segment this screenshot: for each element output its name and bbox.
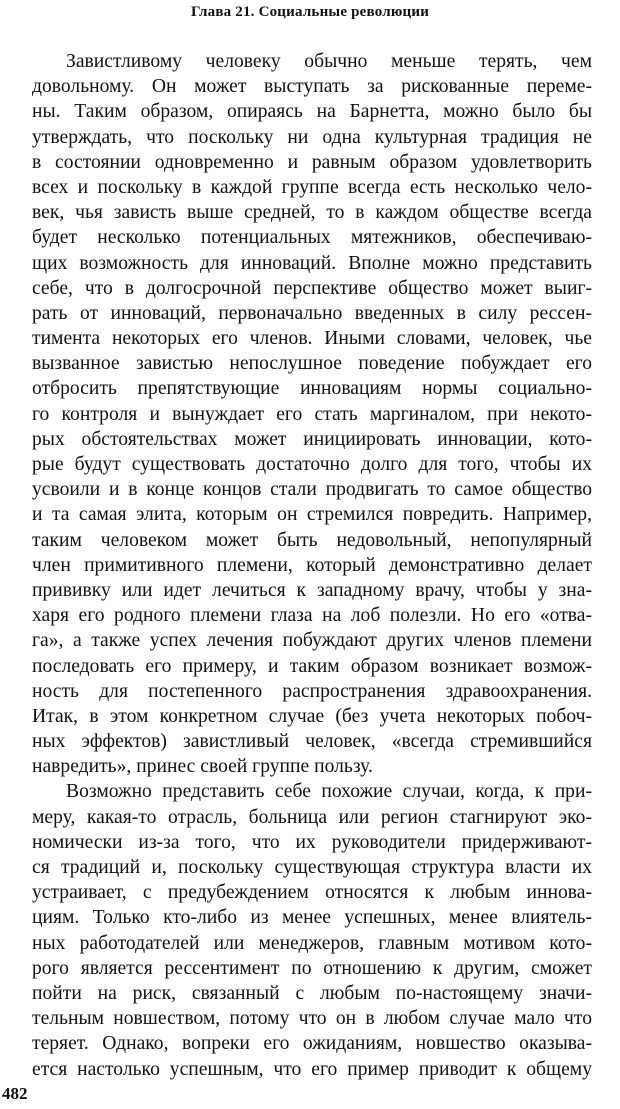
- text-line: рые будут существовать достаточно долго для того, чтобы их: [32, 454, 592, 475]
- text-line: ных эффектов) завистливый человек, «всегда стремившийся: [32, 731, 592, 753]
- text-line: Итак, в этом конкретном случае (без учета некоторых побоч-: [32, 705, 592, 727]
- text-line: го контроля и вынуждает его стать маргиналом, при некото-: [32, 403, 592, 425]
- text-line: харя его родного племени глаза на лоб полезли. Но его «отва-: [32, 605, 592, 627]
- text-line: га», а также успех лечения побуждают других членов племени: [32, 630, 592, 652]
- text-line: и та самая элита, которым он стремился повредить. Например,: [32, 504, 592, 526]
- text-line: тельным новшеством, потому что он в любом случае мало что: [32, 1008, 592, 1030]
- paragraph: [32, 779, 592, 1081]
- text-line: вызванное завистью непослушное поведение побуждает его: [32, 353, 592, 375]
- paragraph: [32, 49, 592, 779]
- text-line: ны. Таким образом, опираясь на Барнетта, можно было бы: [32, 101, 592, 123]
- text-line: утверждать, что поскольку ни одна культурная традиция не: [32, 126, 592, 148]
- text-line: номически из-за того, что их руководители придерживают-: [32, 831, 592, 853]
- text-line: ется настолько успешным, что его пример приводит к общему: [32, 1058, 592, 1080]
- text-line: Завистливому человеку обычно меньше терять, чем: [66, 51, 592, 72]
- text-line: себе, что в долгосрочной перспективе общество может выиг-: [32, 277, 592, 299]
- text-line: Возможно представить себе похожие случаи, когда, к при-: [66, 781, 592, 803]
- text-line: тимента некоторых его членов. Иными словами, человек, чье: [32, 328, 592, 350]
- text-line: щих возможность для инноваций. Вполне можно представить: [32, 252, 592, 274]
- text-line: рого является рессентимент по отношению к другим, сможет: [32, 957, 592, 979]
- text-line: навредить», принес своей группе пользу.: [32, 756, 373, 778]
- text-line: век, чья зависть выше средней, то в каждом обществе всегда: [32, 202, 592, 224]
- text-line: последовать его примеру, и таким образом возникает возмож-: [32, 655, 592, 677]
- text-line: таким человеком может быть недовольный, непопулярный: [32, 529, 592, 551]
- text-line: усвоили и в конце концов стали продвигать то самое общество: [32, 479, 592, 501]
- text-line: циям. Только кто-либо из менее успешных, менее влиятель-: [32, 907, 592, 929]
- text-line: пойти на риск, связанный с любым по-настоящему значи-: [32, 982, 592, 1004]
- text-line: будет несколько потенциальных мятежников, обеспечиваю-: [32, 227, 592, 249]
- text-line: устраивает, с предубеждением относятся к любым иннова-: [32, 882, 592, 904]
- text-line: прививку или идет лечиться к западному врачу, чтобы у зна-: [32, 579, 592, 601]
- text-line: всех и поскольку в каждой группе всегда есть несколько чело-: [32, 176, 592, 198]
- text-line: ся традиций и, поскольку существующая структура власти их: [32, 857, 592, 878]
- page-number: 482: [2, 1084, 28, 1103]
- text-line: отбросить препятствующие инновациям нормы социально-: [32, 378, 592, 400]
- text-line: рых обстоятельствах может инициировать инновации, кото-: [32, 428, 592, 450]
- text-line: теряет. Однако, вопреки его ожиданиям, новшество оказыва-: [32, 1033, 592, 1055]
- text-line: ных работодателей или менеджеров, главным мотивом кото-: [32, 932, 592, 954]
- text-line: меру, какая-то отрасль, больница или регион стагнируют эко-: [32, 806, 592, 828]
- text-line: член примитивного племени, который демонстративно делает: [32, 554, 592, 576]
- text-line: в состоянии одновременно и равным образом удовлетворить: [32, 151, 592, 173]
- running-header: Глава 21. Социальные революции: [190, 4, 430, 20]
- text-line: ность для постепенного распространения здравоохранения.: [32, 680, 592, 702]
- body-text: [32, 49, 592, 1082]
- text-line: рать от инноваций, первоначально введенных в силу рессен-: [32, 302, 592, 324]
- text-line: довольному. Он может выступать за рискованные переме-: [32, 76, 592, 98]
